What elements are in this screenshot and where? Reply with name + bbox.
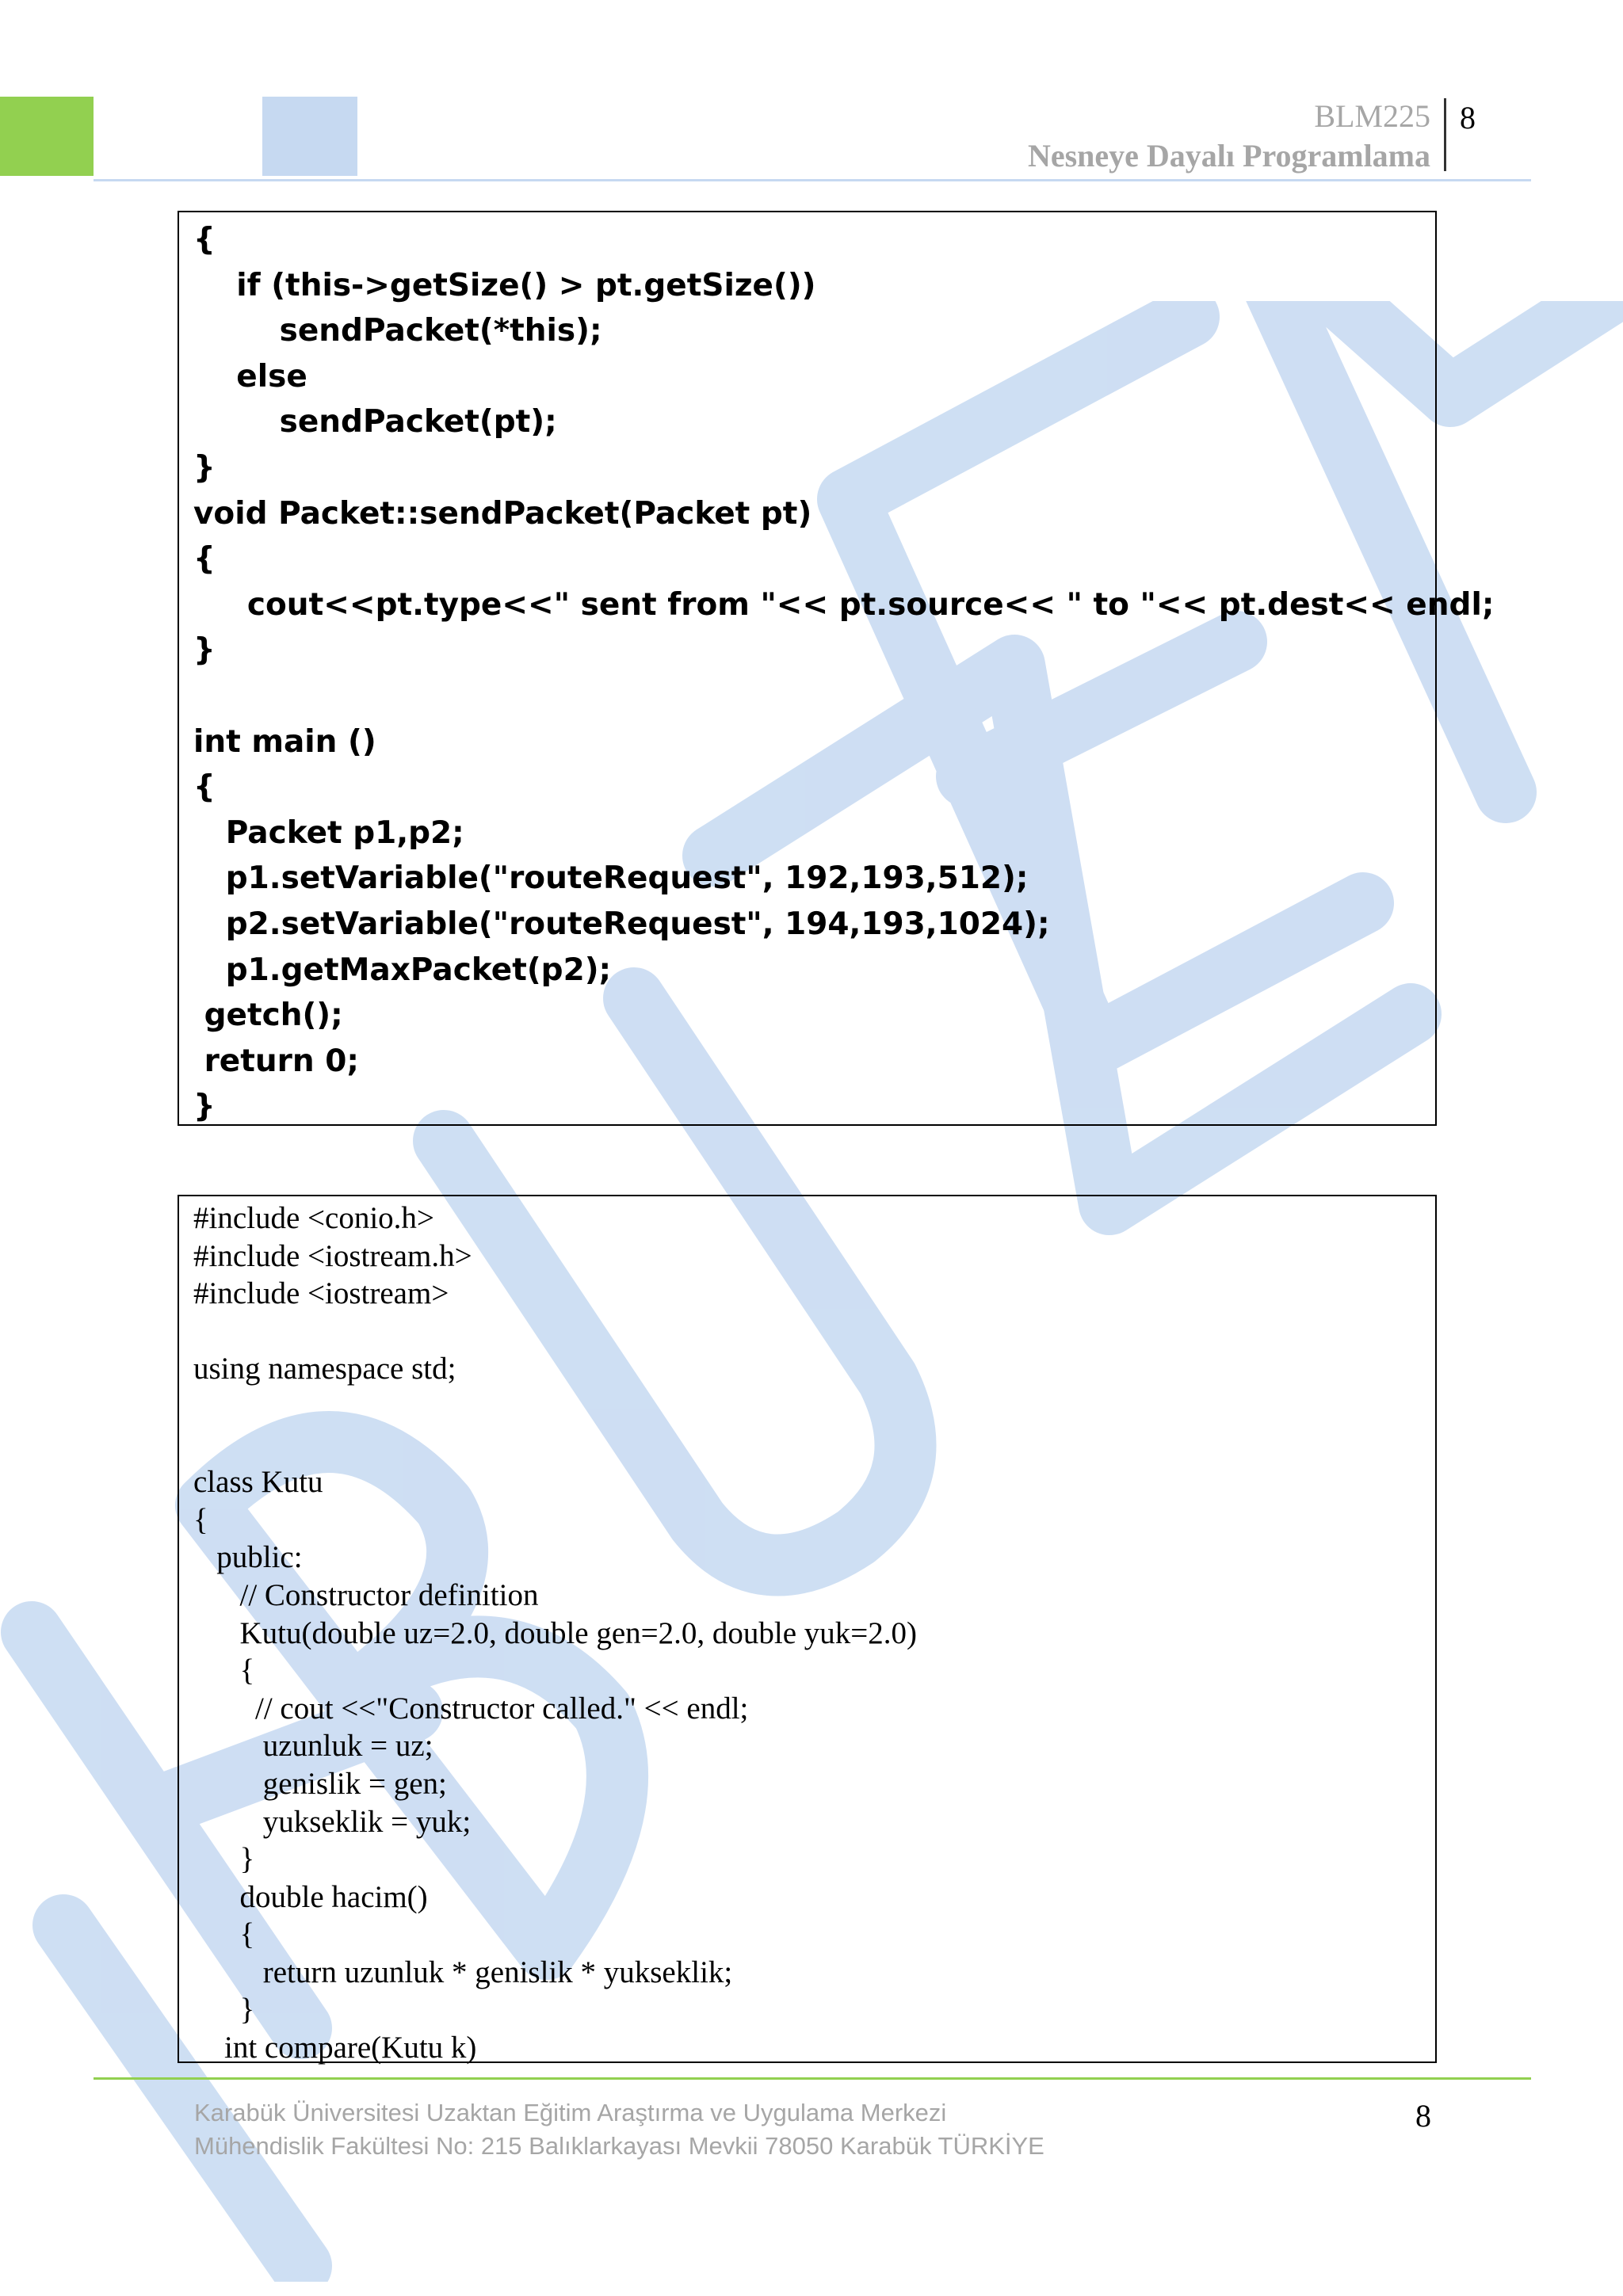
code-line: #include <iostream>: [193, 1276, 449, 1311]
course-code: BLM225: [1314, 98, 1430, 134]
code-line: [193, 1388, 1435, 1426]
course-name: Nesneye Dayalı Programlama: [1027, 138, 1430, 174]
code-line: void Packet::sendPacket(Packet pt): [193, 495, 812, 532]
code-line: p1.getMaxPacket(p2);: [193, 952, 612, 988]
code-line: int compare(Kutu k): [193, 2031, 477, 2065]
code-line: Packet p1,p2;: [193, 814, 464, 851]
code-line: public:: [193, 1540, 303, 1575]
footer-line-2: Mühendislik Fakültesi No: 215 Balıklarkayası Mevkii 78050 Karabük TÜRKİYE: [194, 2132, 1044, 2160]
code-line: [193, 1313, 1435, 1351]
code-line: double hacim(): [193, 1879, 428, 1914]
code-line: }: [193, 1993, 255, 2027]
code-block-cpp-kutu: [178, 1195, 1437, 2063]
code-line: {: [193, 1917, 255, 1952]
header-rule: [94, 179, 1531, 181]
code-line: // cout <<"Constructor called." << endl;: [193, 1691, 749, 1726]
code-line: }: [193, 1842, 255, 1877]
header-green-block: [0, 97, 94, 176]
code-line: return 0;: [193, 1043, 359, 1079]
footer-address: [194, 2096, 1044, 2163]
code-line: Kutu(double uz=2.0, double gen=2.0, double yuk=2.0): [193, 1615, 918, 1650]
code-line: {: [193, 1502, 208, 1537]
header-divider: [1444, 98, 1446, 171]
header-blue-block: [262, 97, 357, 176]
footer-line-1: Karabük Üniversitesi Uzaktan Eğitim Araştırma ve Uygulama Merkezi: [194, 2099, 947, 2126]
code-line: cout<<pt.type<<" sent from "<< pt.source<< " to "<< pt.dest<< endl;: [193, 586, 1495, 623]
code-line: {: [193, 541, 216, 578]
code-line: #include <conio.h>: [193, 1201, 434, 1235]
code-line: p1.setVariable("routeRequest", 192,193,512);: [193, 860, 1029, 897]
code-line: #include <iostream.h>: [193, 1238, 472, 1273]
code-line: int main (): [193, 723, 376, 760]
code-line: p2.setVariable("routeRequest", 194,193,1024);: [193, 906, 1050, 942]
code-line: using namespace std;: [193, 1352, 456, 1386]
code-line: getch();: [193, 997, 343, 1034]
code-line: yukseklik = yuk;: [193, 1804, 472, 1839]
code-line: [193, 1426, 1435, 1464]
code-line: {: [193, 769, 216, 806]
code-line: class Kutu: [193, 1465, 323, 1500]
code-block-cpp-packet: [178, 211, 1495, 1126]
header-title-block: [1028, 97, 1430, 176]
code-line: else: [193, 358, 307, 395]
code-line: if (this->getSize() > pt.getSize()): [193, 267, 816, 303]
code-line: // Constructor definition: [193, 1577, 539, 1612]
code-line: genislik = gen;: [193, 1766, 447, 1801]
code-line: }: [193, 449, 216, 486]
code-line: {: [193, 1653, 255, 1688]
code-line: return uzunluk * genislik * yukseklik;: [193, 1955, 733, 1989]
code-line: uzunluk = uz;: [193, 1729, 433, 1764]
footer-page-number: 8: [1415, 2098, 1431, 2134]
code-line: sendPacket(pt);: [193, 404, 557, 441]
code-line: sendPacket(*this);: [193, 313, 602, 349]
code-line: }: [193, 632, 216, 669]
code-line: [193, 673, 1435, 719]
code-line: }: [193, 1089, 216, 1125]
header-page-number: 8: [1460, 100, 1476, 135]
code-line: {: [193, 222, 216, 257]
footer-rule: [94, 2077, 1531, 2080]
